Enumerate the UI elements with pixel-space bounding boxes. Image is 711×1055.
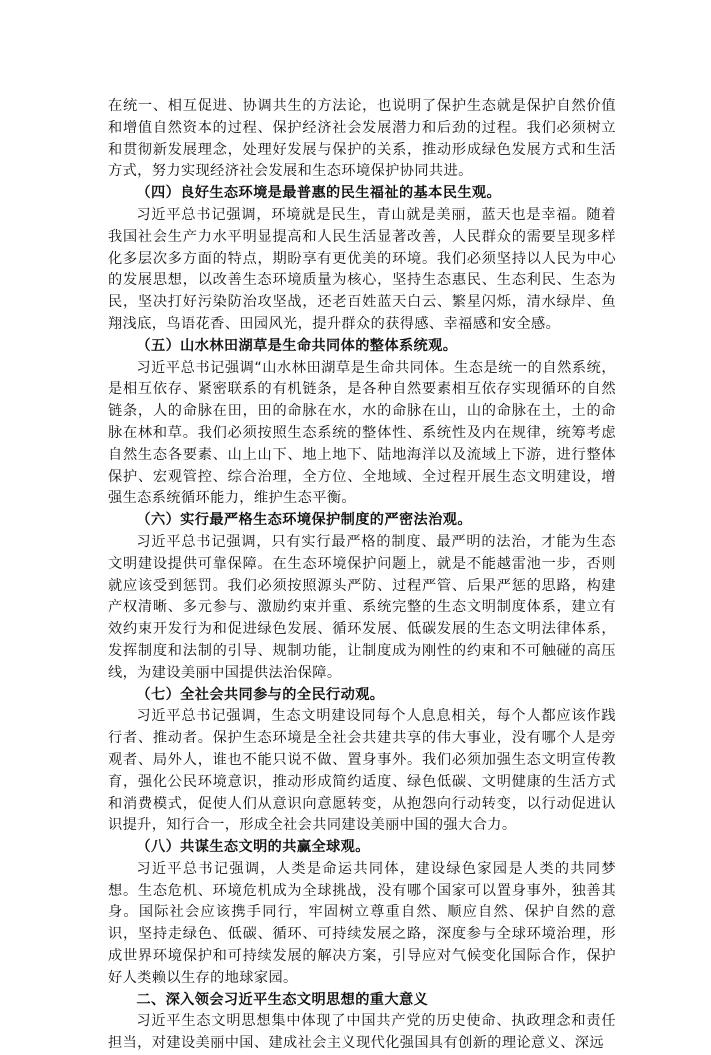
heading-section-6: （六）实行最严格生态环境保护制度的严密法治观。 xyxy=(136,512,472,529)
paragraph-3: 习近平总书记强调“山水林田湖草是生命共同体。生态是统一的自然系统，是相互依存、紧密联系的有机链条，是各种自然要素相互依存实现循环的自然链条，人的命脉在田，田的命脉在水，水的命脉在山，山的命脉在土，土的命脉在林和草。我们必须按照生态系统的整体性、系统性及内在规律，统筹考虑自然生态各要素、山上山下、地上地下、陆地海洋以及流域上下游，进行整体保护、宏观管控、综合治理，全方位、全地域、全过程开展生态文明建设，增强生态系统循环能力，维护生态平衡。 xyxy=(108,359,616,507)
heading-section-8: （八）共谋生态文明的共赢全球观。 xyxy=(136,839,370,856)
paragraph-1: 在统一、相互促进、协调共生的方法论，也说明了保护生态就是保护自然价值和增值自然资本的过程、保护经济社会发展潜力和后劲的过程。我们必须树立和贯彻新发展理念，处理好发展与保护的关系，推动形成绿色发展方式和生活方式，努力实现经济社会发展和生态环境保护协同共进。 xyxy=(108,98,616,180)
paragraph-7: 习近平生态文明思想集中体现了中国共产党的历史使命、执政理念和责任担当，对建设美丽中国、建成社会主义现代化强国具有创新的理论意义、深远 xyxy=(108,1013,616,1052)
heading-section-4: （四）良好生态环境是最普惠的民生福祉的基本民生观。 xyxy=(136,185,502,202)
paragraph-6: 习近平总书记强调，人类是命运共同体，建设绿色家园是人类的共同梦想。生态危机、环境危机成为全球挑战，没有哪个国家可以置身事外，独善其身。国际社会应该携手同行，牢固树立尊重自然、顺应自然、保护自然的意识，坚持走绿色、低碳、循环、可持续发展之路，深度参与全球环境治理，形成世界环境保护和可持续发展的解决方案，引导应对气候变化国际合作，保护好人类赖以生存的地球家园。 xyxy=(108,860,616,986)
document-page xyxy=(108,96,616,1055)
paragraph-4: 习近平总书记强调，只有实行最严格的制度、最严明的法治，才能为生态文明建设提供可靠保障。在生态环境保护问题上，就是不能越雷池一步，否则就应该受到惩罚。我们必须按照源头严防、过程严管、后果严惩的思路，构建产权清晰、多元参与、激励约束并重、系统完整的生态文明制度体系，建立有效约束开发行为和促进绿色发展、循环发展、低碳发展的生态文明法律体系，发挥制度和法制的引导、规制功能，让制度成为刚性的约束和不可触碰的高压线，为建设美丽中国提供法治保障。 xyxy=(108,533,616,681)
paragraph-5: 习近平总书记强调，生态文明建设同每个人息息相关，每个人都应该作践行者、推动者。保护生态环境是全社会共建共享的伟大事业，没有哪个人是旁观者、局外人，谁也不能只说不做、置身事外。我们必须加强生态文明宣传教育，强化公民环境意识，推动形成简约适度、绿色低碳、文明健康的生活方式和消费模式，促使人们从意识向意愿转变，从抱怨向行动转变，以行动促进认识提升，知行合一，形成全社会共同建设美丽中国的强大合力。 xyxy=(108,708,616,834)
heading-part-2: 二、深入领会习近平生态文明思想的重大意义 xyxy=(136,991,429,1008)
paragraph-2: 习近平总书记强调，环境就是民生，青山就是美丽，蓝天也是幸福。随着我国社会生产力水平明显提高和人民生活显著改善，人民群众的需要呈现多样化多层次多方面的特点，期盼享有更优美的环境。我们必须坚持以人民为中心的发展思想，以改善生态环境质量为核心，坚持生态惠民、生态利民、生态为民，坚决打好污染防治攻坚战，还老百姓蓝天白云、繁星闪烁，清水绿岸、鱼翔浅底，鸟语花香、田园风光，提升群众的获得感、幸福感和安全感。 xyxy=(108,206,616,332)
heading-section-7: （七）全社会共同参与的全民行动观。 xyxy=(136,686,385,703)
heading-section-5: （五）山水林田湖草是生命共同体的整体系统观。 xyxy=(136,337,458,354)
